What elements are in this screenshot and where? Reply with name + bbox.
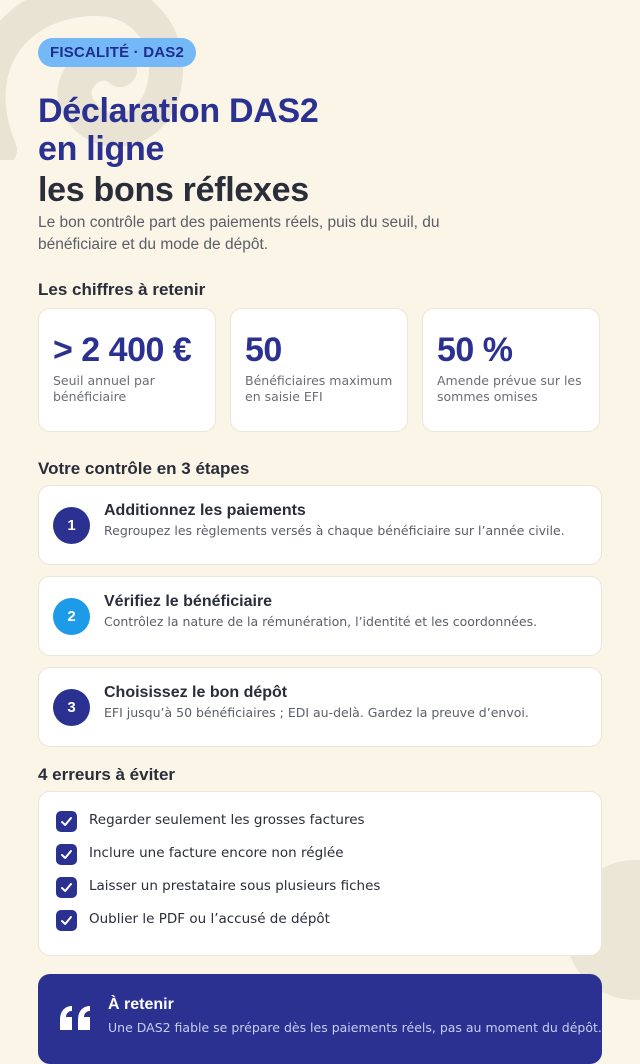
stat-value: > 2 400 € <box>53 331 192 369</box>
stat-card-threshold <box>38 308 216 432</box>
error-text: Inclure une facture encore non réglée <box>89 845 344 861</box>
steps-heading: Votre contrôle en 3 étapes <box>38 459 250 478</box>
step-description: Contrôlez la nature de la rémunération, l’identité et les coordonnées. <box>104 614 538 629</box>
stat-label: Seuil annuel par bénéficiaire <box>53 373 155 404</box>
title-line-2: en ligne <box>38 130 165 168</box>
stat-value: 50 <box>245 331 282 369</box>
step-description: EFI jusqu’à 50 bénéficiaires ; EDI au-delà. Gardez la preuve d’envoi. <box>104 705 529 720</box>
checkmark-icon <box>56 910 77 931</box>
error-text: Regarder seulement les grosses factures <box>89 812 365 828</box>
step-number: 3 <box>53 689 90 726</box>
error-text: Oublier le PDF ou l’accusé de dépôt <box>89 911 330 927</box>
step-card-1 <box>38 485 602 565</box>
step-title: Additionnez les paiements <box>104 502 306 519</box>
stat-label: Bénéficiaires maximum en saisie EFI <box>245 373 393 404</box>
retain-text: Une DAS2 fiable se prépare dès les paiements réels, pas au moment du dépôt. <box>108 1020 602 1035</box>
retain-title: À retenir <box>108 996 174 1013</box>
stat-value: 50 % <box>437 331 513 369</box>
step-card-3 <box>38 667 602 747</box>
category-badge: FISCALITÉ · DAS2 <box>38 38 196 67</box>
title-line-1: Déclaration DAS2 <box>38 92 319 130</box>
step-title: Vérifiez le bénéficiaire <box>104 593 273 610</box>
checkmark-icon <box>56 877 77 898</box>
page-title <box>38 92 319 209</box>
figures-heading: Les chiffres à retenir <box>38 280 206 299</box>
stat-card-beneficiaries <box>230 308 408 432</box>
step-number: 2 <box>53 598 90 635</box>
quote-icon <box>56 998 96 1038</box>
checkmark-icon <box>56 844 77 865</box>
title-line-3: les bons réflexes <box>38 171 309 209</box>
stat-card-penalty <box>422 308 600 432</box>
lede-text: Le bon contrôle part des paiements réels, puis du seuil, du bénéficiaire et du mode de dépôt. <box>38 214 440 253</box>
step-card-2 <box>38 576 602 656</box>
errors-heading: 4 erreurs à éviter <box>38 765 176 784</box>
retain-callout <box>38 974 602 1064</box>
step-description: Regroupez les règlements versés à chaque bénéficiaire sur l’année civile. <box>104 523 565 538</box>
errors-list <box>38 791 602 956</box>
stat-label: Amende prévue sur les sommes omises <box>437 373 582 404</box>
step-number: 1 <box>53 507 90 544</box>
error-text: Laisser un prestataire sous plusieurs fiches <box>89 878 381 894</box>
checkmark-icon <box>56 811 77 832</box>
step-title: Choisissez le bon dépôt <box>104 684 288 701</box>
